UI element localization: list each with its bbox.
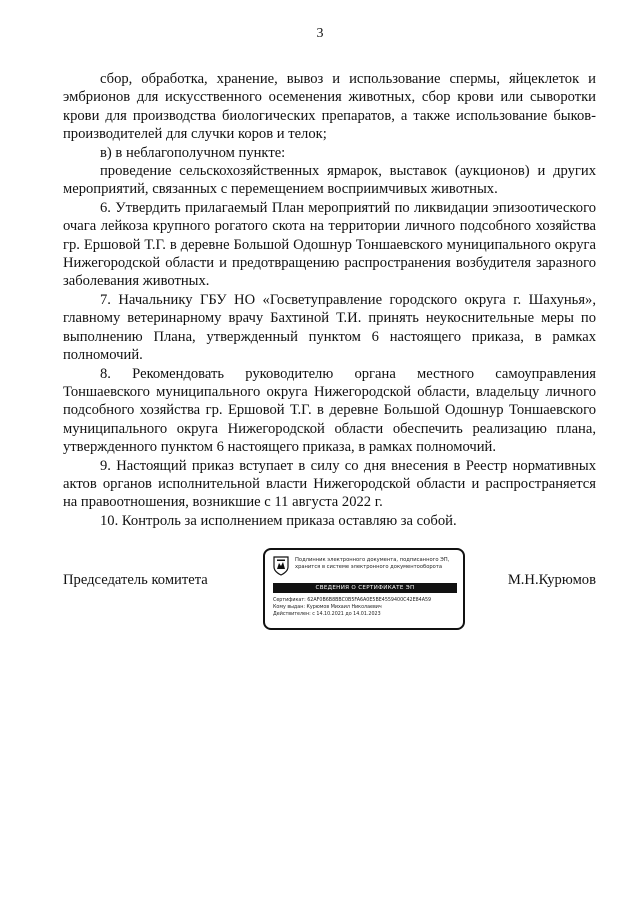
- stamp-header-line-1: Подлинник электронного документа, подписанного ЭП,: [295, 557, 450, 563]
- document-body: [63, 70, 596, 530]
- paragraph-item-6: 6. Утвердить прилагаемый План мероприятий по ликвидации эпизоотического очага лейкоза крупного рогатого скота на территории личного подсобного хозяйства гр. Ершовой Т.Г. в деревне Большой Одошнур Тоншаевского муниципального округа Нижегородской области и предотвращению распространения возбудителя заразного заболевания животных.: [63, 199, 596, 290]
- stamp-header-line-2: хранится в системе электронного документооборота: [295, 564, 443, 570]
- stamp-title: СВЕДЕНИЯ О СЕРТИФИКАТЕ ЭП: [273, 583, 457, 593]
- paragraph-item-8: 8. Рекомендовать руководителю органа местного самоуправления Тоншаевского муниципального округа Нижегородской области, владельцу личного подсобного хозяйства гр. Ершовой Т.Г. в деревне Большой Одошнур Тоншаевского муниципального округа Нижегородской области обеспечить реализацию плана, утвержденного пунктом 6 настоящего приказа, в рамках полномочий.: [63, 365, 596, 456]
- stamp-header-text: [295, 557, 461, 571]
- paragraph-item-7: 7. Начальнику ГБУ НО «Госветуправление городского округа г. Шахунья», главному ветеринарному врачу Бахтиной Т.И. принять неукоснительные меры по выполнению Плана, утвержденный пунктом 6 настоящего приказа, в рамках полномочий.: [63, 291, 596, 364]
- paragraph-animal-operations: сбор, обработка, хранение, вывоз и использование спермы, яйцеклеток и эмбрионов для искусственного осеменения животных, сбор крови или сыворотки крови для производства биологических препаратов, а также использование быков-производителей для случки коров и телок;: [63, 71, 596, 143]
- paragraph-unfavorable-point: в) в неблагополучном пункте:: [100, 144, 286, 161]
- coat-of-arms-icon: [273, 556, 289, 576]
- stamp-header: [273, 556, 459, 578]
- page-number: 3: [316, 26, 324, 41]
- signer-position: Председатель комитета: [63, 572, 208, 588]
- stamp-details: [273, 597, 459, 618]
- paragraph-item-10: 10. Контроль за исполнением приказа оставляю за собой.: [100, 512, 457, 529]
- stamp-validity: Действителен: с 14.10.2021 до 14.01.2023: [273, 612, 381, 617]
- signer-name: М.Н.Курюмов: [507, 572, 596, 588]
- electronic-signature-stamp: [263, 548, 465, 630]
- stamp-issued-to: Кому выдан: Курюмов Михаил Николаевич: [273, 605, 382, 610]
- stamp-certificate: Сертификат: 62AF0B6B8BBC0B5FA6A0E5BE4559400C42E84A59: [273, 598, 432, 603]
- paragraph-item-9: 9. Настоящий приказ вступает в силу со дня внесения в Реестр нормативных актов органов исполнительной власти Нижегородской области и распространяется на правоотношения, возникшие с 11 августа 2022 г.: [63, 457, 596, 511]
- paragraph-fairs-ban: проведение сельскохозяйственных ярмарок, выставок (аукционов) и других мероприятий, связанных с перемещением восприимчивых животных.: [63, 163, 596, 198]
